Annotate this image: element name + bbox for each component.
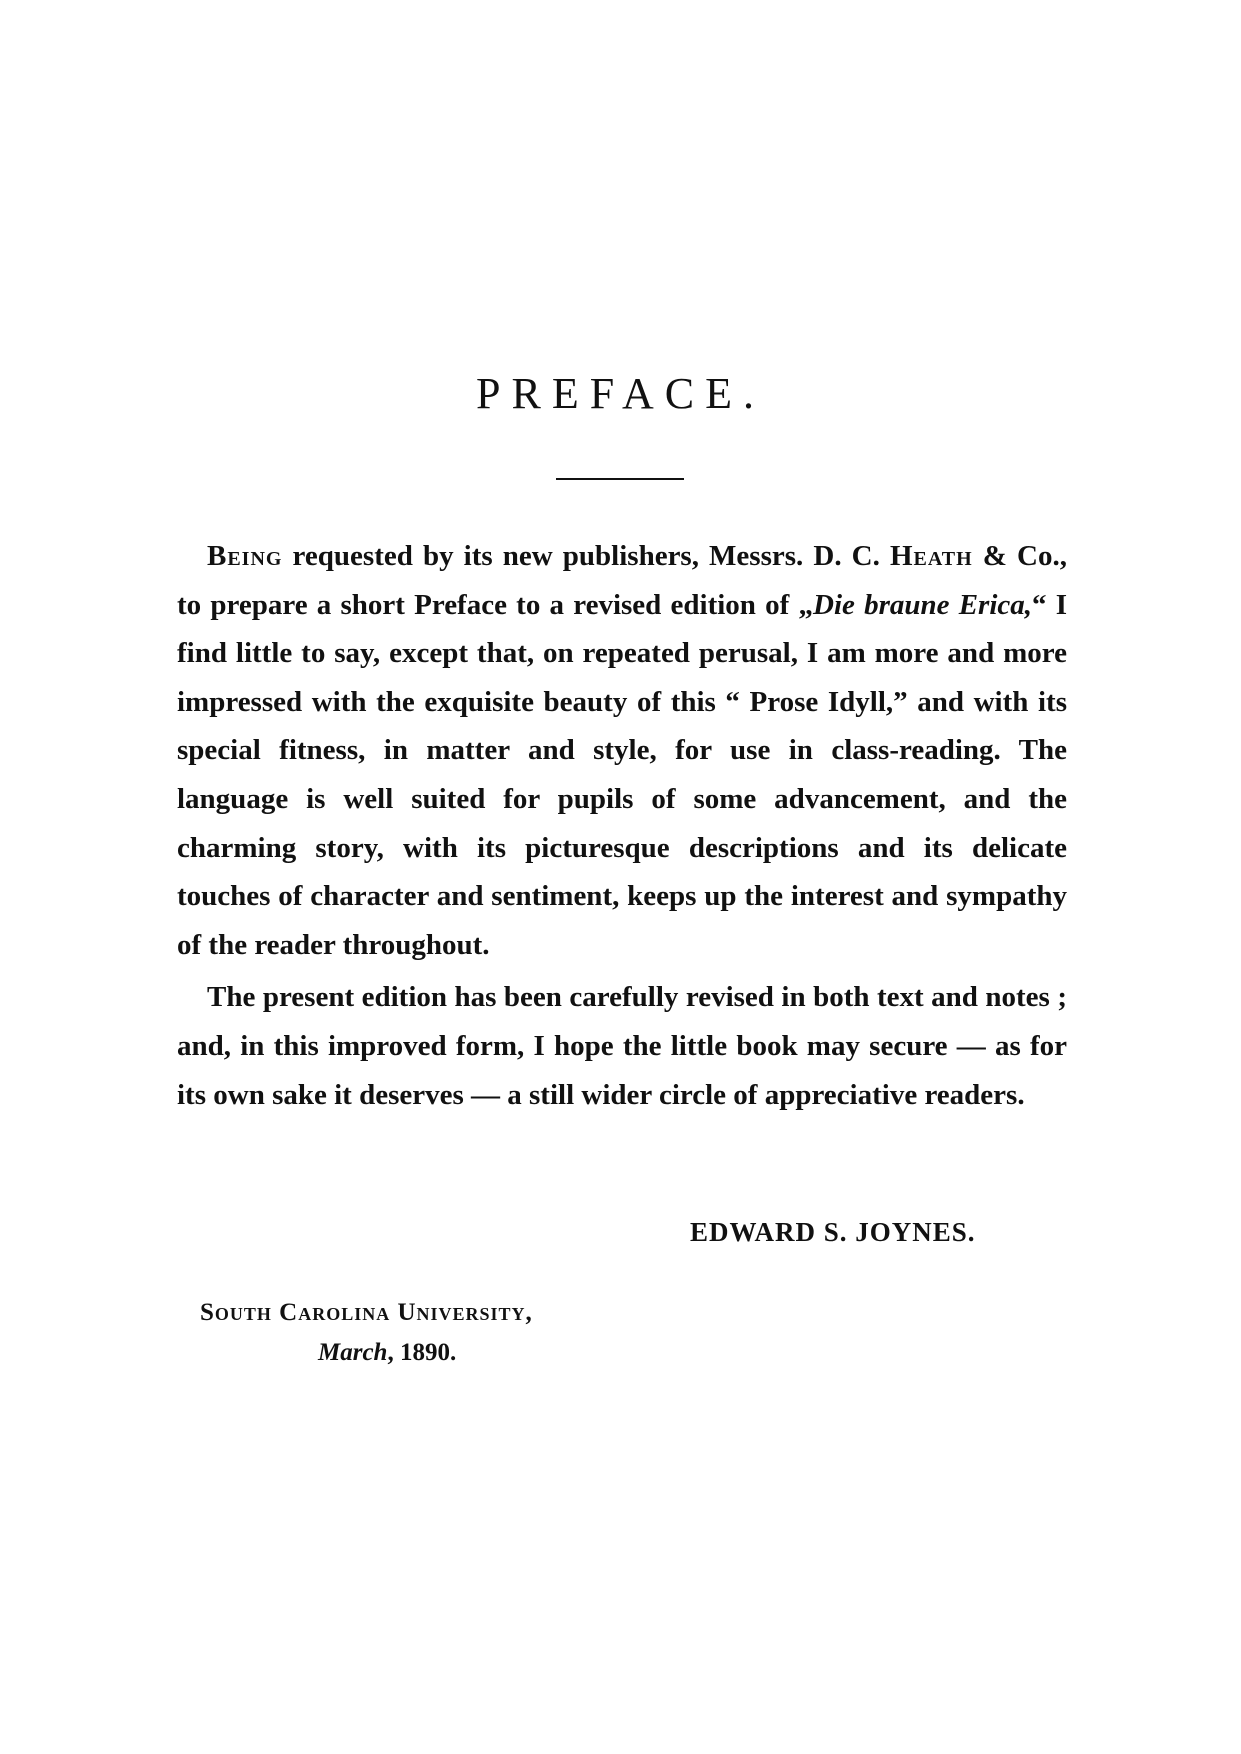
dateline-separator: , — [387, 1339, 400, 1366]
dateline-year: 1890. — [399, 1339, 457, 1366]
paragraph-1-lead: Being — [207, 540, 283, 572]
publisher-name: Heath — [889, 540, 973, 572]
paragraph-2: The present edition has been carefully revised in both text and notes ; and, in this improved form, I hope the little book may secure — as for its own sake it deserves — a still wider circle of appreciative readers. — [177, 981, 1067, 1111]
page-title: PREFACE. — [476, 369, 765, 418]
dateline-date — [318, 1338, 456, 1368]
title-divider — [556, 478, 684, 480]
dateline-place: South Carolina University, — [200, 1299, 533, 1326]
preface-body — [177, 532, 1067, 1119]
dateline-month: March — [318, 1339, 388, 1366]
paragraph-1-text-a: requested by its new publishers, Messrs. D. C. — [282, 540, 890, 572]
book-title: Die braune Erica, — [813, 588, 1033, 621]
paragraph-1-text-b: & Co., to prepare a short Preface to a revised edition of „ — [177, 540, 1067, 621]
paragraph-1 — [177, 532, 1067, 969]
author-signature: EDWARD S. JOYNES. — [690, 1217, 976, 1247]
paragraph-1-text-c: “ I find little to say, except that, on repeated perusal, I am more and more impressed with the exquisite beauty of this “ Prose Idyll,” and with its special fitness, in matter and style, for use in class-reading. The language is well suited for pupils of some advancement, and the charming story, with its picturesque descriptions and its delicate touches of character and sentiment, keeps up the interest and sympathy of the reader throughout. — [177, 588, 1068, 961]
